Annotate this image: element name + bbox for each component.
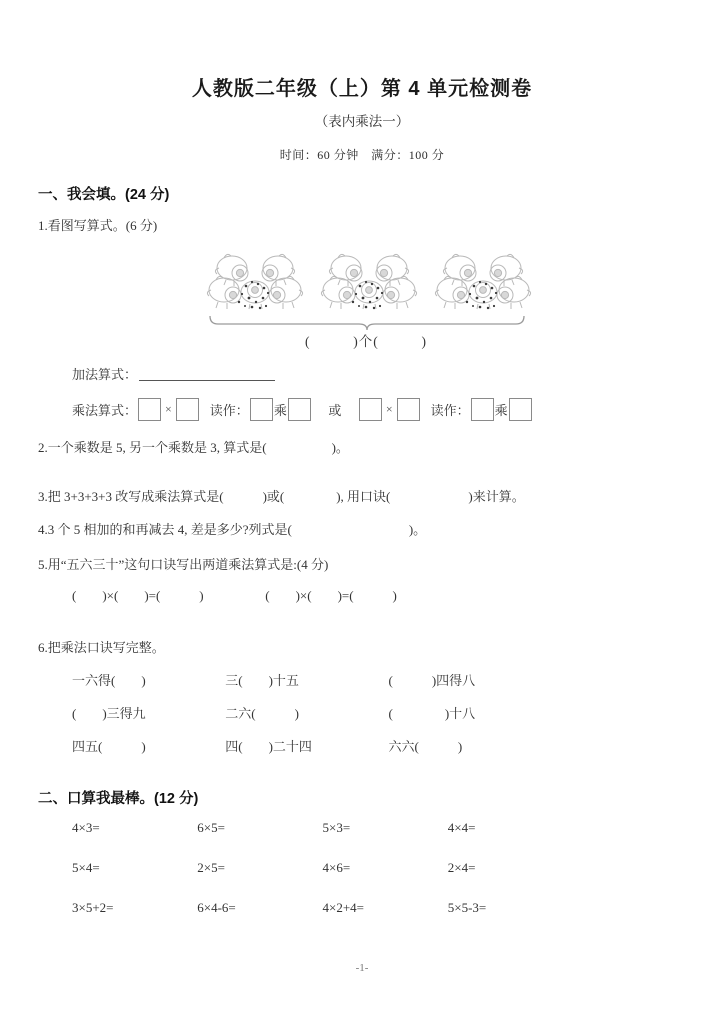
addition-formula-blank[interactable] [139, 366, 275, 381]
kou-jue-row [72, 703, 542, 722]
calc-item[interactable]: 4×3= [72, 820, 100, 835]
question-5-label: 5.用“五六三十”这句口诀写出两道乘法算式是:(4 分) [38, 557, 329, 572]
calc-row [72, 900, 572, 916]
page-number: -1- [355, 962, 369, 974]
caption-blank-3: ) [421, 334, 427, 349]
kou-jue-cell[interactable]: 二六( ) [225, 706, 299, 721]
calc-item[interactable]: 4×4= [447, 820, 476, 835]
calc-item[interactable]: 3×5+2= [72, 900, 114, 915]
calc-item[interactable]: 2×5= [197, 860, 225, 875]
calc-item[interactable]: 6×5= [197, 820, 225, 835]
addition-formula-row [72, 364, 275, 383]
question-5-blank-2[interactable]: ( )×( )=( ) [265, 588, 397, 603]
group-brace [208, 314, 526, 330]
or-separator: 或 [328, 403, 342, 418]
addition-formula-label: 加法算式： [72, 367, 138, 382]
times-symbol: × [165, 402, 172, 416]
times-symbol-2: × [385, 402, 393, 416]
chick-group [206, 246, 306, 314]
question-2: 2.一个乘数是 5, 另一个乘数是 3, 算式是( )。 [38, 440, 349, 455]
section-1-heading: 一、我会填。(24 分) [38, 187, 170, 203]
multiplication-formula-label: 乘法算式： [72, 403, 138, 418]
read-char-1: 乘 [273, 403, 287, 418]
caption-blank-2: )个( [353, 334, 379, 349]
kou-jue-row [72, 670, 542, 689]
picture-caption [196, 330, 536, 350]
kou-jue-cell[interactable]: ( )十八 [388, 706, 476, 721]
question-4: 4.3 个 5 相加的和再减去 4, 差是多少?列式是( )。 [38, 522, 427, 537]
kou-jue-cell[interactable]: ( )三得九 [72, 706, 146, 721]
read-box-1[interactable] [250, 398, 273, 421]
read-box-3[interactable] [471, 398, 494, 421]
calc-row [72, 820, 572, 836]
calc-item[interactable]: 5×4= [72, 860, 100, 875]
kou-jue-cell[interactable]: 四( )二十四 [225, 739, 312, 754]
read-char-2: 乘 [494, 403, 508, 418]
kou-jue-cell[interactable]: 一六得( ) [72, 673, 146, 688]
calc-item[interactable]: 2×4= [447, 860, 476, 875]
chick-group [320, 246, 420, 314]
calc-item[interactable]: 6×4-6= [197, 900, 236, 915]
multiplication-formula-row [72, 398, 533, 421]
factor-box-3[interactable] [359, 398, 382, 421]
question-3: 3.把 3+3+3+3 改写成乘法算式是( )或( ), 用口诀( )来计算。 [38, 489, 525, 504]
calc-item[interactable]: 4×6= [322, 860, 351, 875]
kou-jue-cell[interactable]: 六六( ) [388, 739, 463, 754]
page-title: 人教版二年级（上）第 4 单元检测卷 [191, 78, 533, 100]
question-5-blank-1[interactable]: ( )×( )=( ) [72, 588, 204, 603]
read-label-1: 读作： [209, 403, 249, 418]
kou-jue-cell[interactable]: 三( )十五 [225, 673, 299, 688]
calc-row [72, 860, 572, 876]
chick-illustration [196, 246, 536, 356]
calc-item[interactable]: 5×3= [322, 820, 351, 835]
exam-meta: 时间：60 分钟 满分：100 分 [279, 148, 445, 162]
factor-box-1[interactable] [138, 398, 161, 421]
question-1-label: 1.看图写算式。(6 分) [38, 218, 158, 233]
question-6-label: 6.把乘法口诀写完整。 [38, 640, 165, 655]
calc-item[interactable]: 5×5-3= [447, 900, 487, 915]
kou-jue-cell[interactable]: ( )四得八 [388, 673, 476, 688]
calc-item[interactable]: 4×2+4= [322, 900, 364, 915]
read-box-4[interactable] [509, 398, 532, 421]
kou-jue-cell[interactable]: 四五( ) [72, 739, 146, 754]
factor-box-4[interactable] [397, 398, 420, 421]
factor-box-2[interactable] [176, 398, 199, 421]
page-subtitle: （表内乘法一） [314, 114, 410, 129]
question-5-answers [72, 585, 397, 604]
kou-jue-row [72, 736, 542, 755]
read-box-2[interactable] [288, 398, 311, 421]
read-label-2: 读作： [430, 403, 470, 418]
section-2-heading: 二、口算我最棒。(12 分) [38, 791, 199, 807]
chick-group [434, 246, 534, 314]
caption-blank-1: ( [305, 334, 311, 349]
